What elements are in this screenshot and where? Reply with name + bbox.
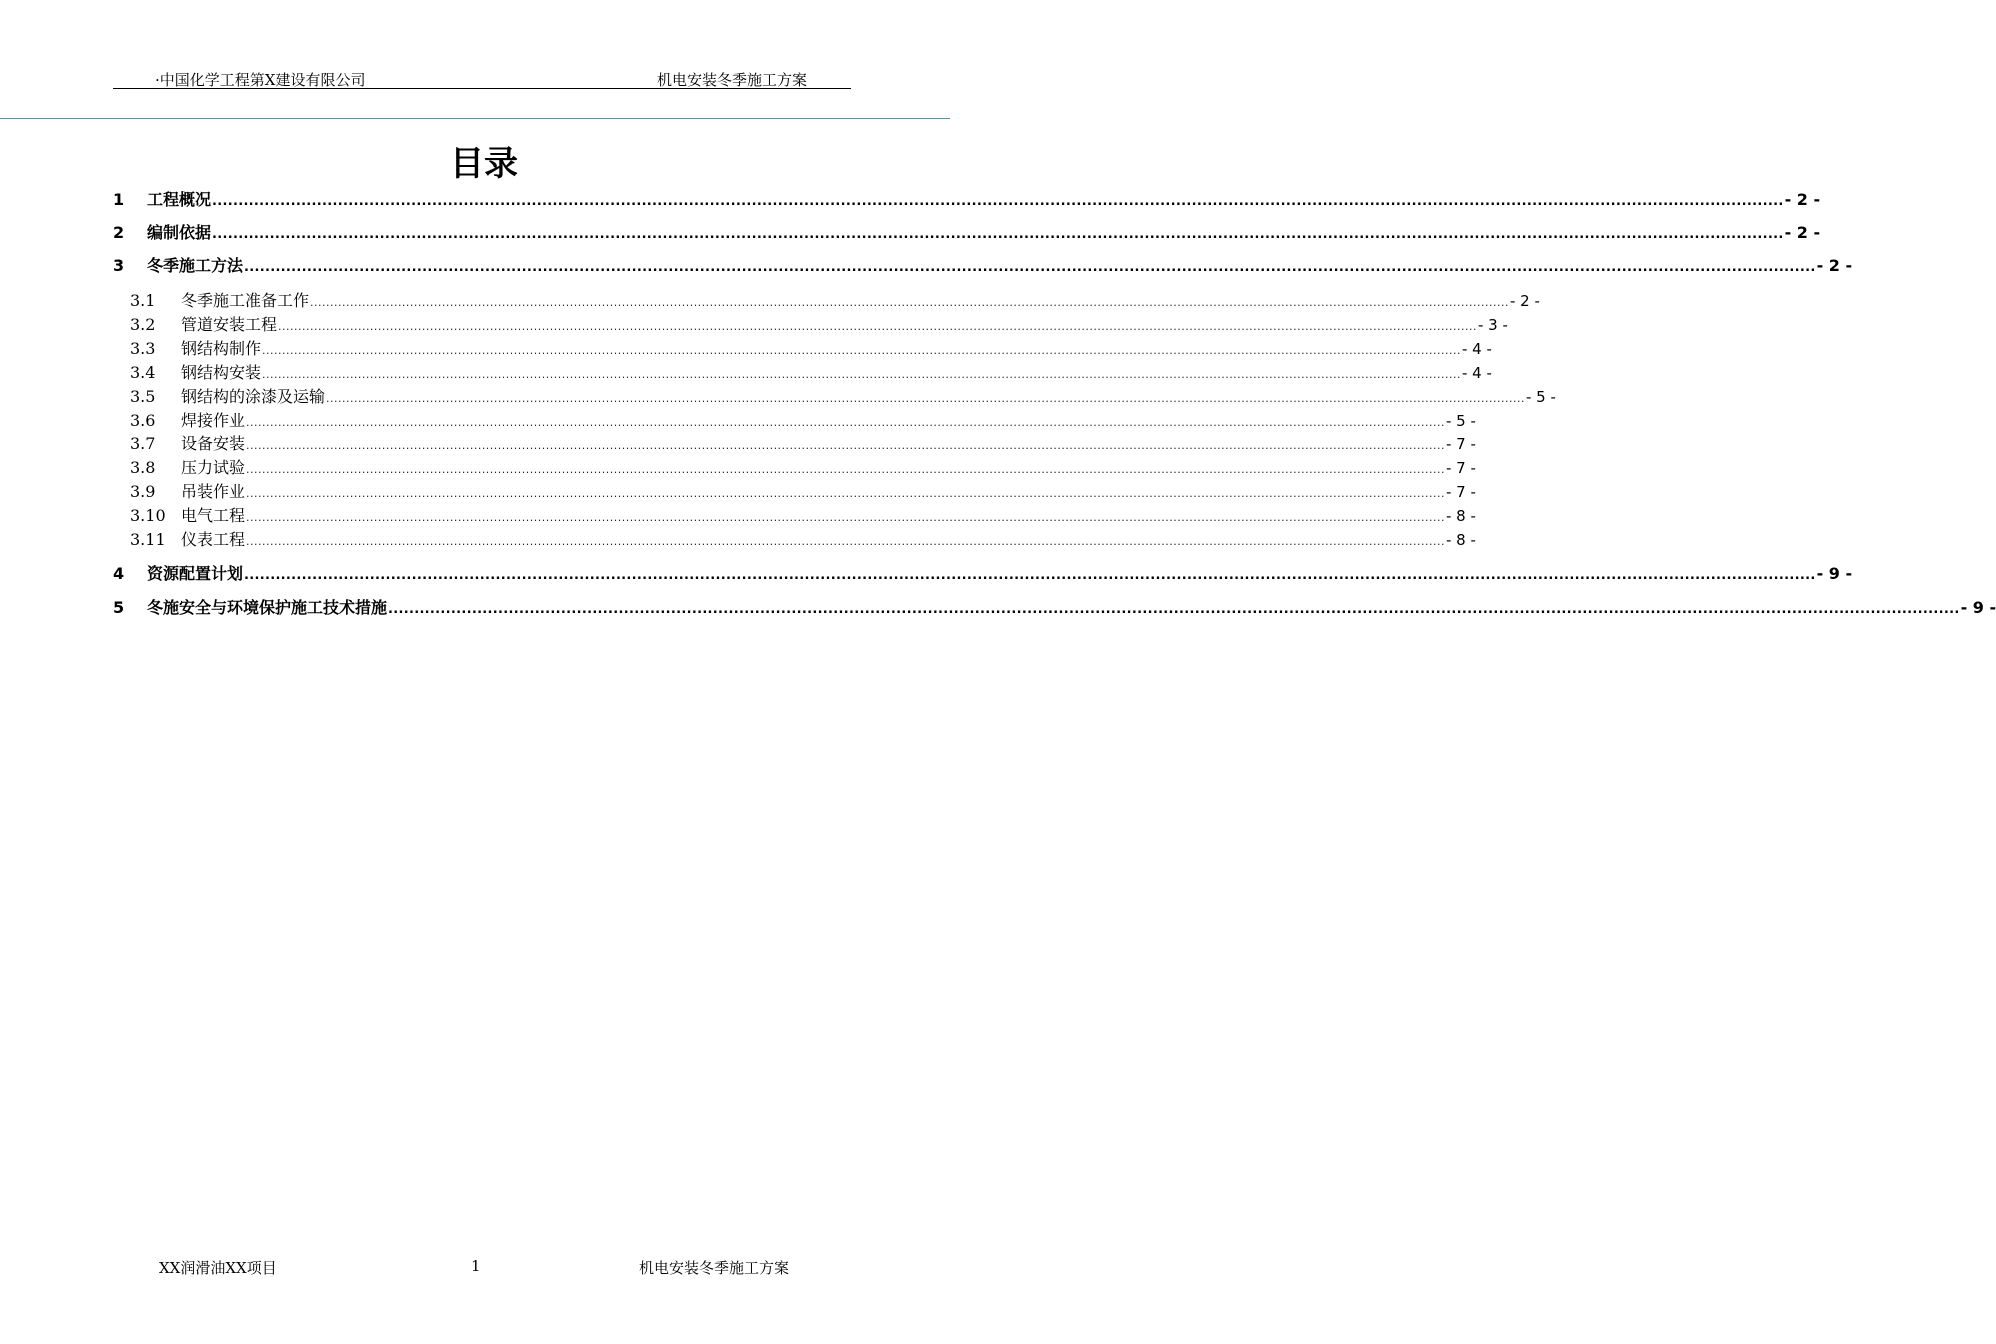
toc-entry-page: - 3 - xyxy=(1478,316,1508,334)
toc-entry-number: 1 xyxy=(113,190,125,209)
toc-entry[interactable] xyxy=(113,479,1476,501)
toc-entry-title[interactable]: 焊接作业 xyxy=(181,411,246,430)
toc-entry-page: - 4 - xyxy=(1462,364,1492,382)
toc-entry-title[interactable]: 仪表工程 xyxy=(181,530,246,549)
toc-entry-number: 3.3 xyxy=(130,339,156,358)
toc-entry-page: - 4 - xyxy=(1462,340,1492,358)
toc-entry-page: - 9 - xyxy=(1960,598,1996,617)
toc-entry-number: 4 xyxy=(113,564,125,583)
toc-entry[interactable] xyxy=(113,384,1556,406)
toc-entry-title[interactable]: 工程概况 xyxy=(147,190,212,209)
toc-dot-leader: ............................................................................................................................................................................................................................................................................................................ xyxy=(326,392,1525,405)
toc-entry-number: 3.7 xyxy=(130,434,156,453)
toc-entry-page: - 7 - xyxy=(1446,483,1476,501)
toc-dot-leader: ............................................................................................................................................................................................................................................................................................................ xyxy=(262,368,1461,381)
toc-entry[interactable] xyxy=(113,253,1853,275)
toc-entry-title[interactable]: 吊装作业 xyxy=(181,482,246,501)
toc-entry[interactable] xyxy=(113,561,1853,583)
toc-dot-leader: ............................................................................................................................................................................................................................................................................................................ xyxy=(246,487,1445,500)
toc-entry-page: - 9 - xyxy=(1816,564,1853,583)
toc-entry-title[interactable]: 管道安装工程 xyxy=(181,315,278,334)
toc-entry-page: - 7 - xyxy=(1446,435,1476,453)
toc-entry[interactable] xyxy=(113,336,1492,358)
toc-entry-page: - 2 - xyxy=(1784,190,1821,209)
toc-entry-title[interactable]: 冬季施工准备工作 xyxy=(181,291,310,310)
toc-entry-number: 3.10 xyxy=(130,506,166,525)
toc-entry-page: - 2 - xyxy=(1510,292,1540,310)
toc-dot-leader: ............................................................................................................................................................................................................................................................................................................ xyxy=(388,602,1960,617)
toc-entry-page: - 5 - xyxy=(1526,388,1556,406)
toc-entry-title[interactable]: 冬施安全与环境保护施工技术措施 xyxy=(147,598,388,617)
header-doc-title: 机电安装冬季施工方案 xyxy=(656,71,807,89)
toc-entry-page: - 2 - xyxy=(1784,223,1821,242)
toc-title: 目录 xyxy=(450,144,518,184)
header-divider xyxy=(0,118,950,119)
toc-dot-leader: ............................................................................................................................................................................................................................................................................................................ xyxy=(246,416,1445,429)
toc-entry-page: - 5 - xyxy=(1446,412,1476,430)
toc-entry-title[interactable]: 钢结构的涂漆及运输 xyxy=(181,387,326,406)
toc-entry[interactable] xyxy=(113,220,1821,242)
toc-entry[interactable] xyxy=(113,187,1821,209)
toc-entry[interactable] xyxy=(113,312,1508,334)
toc-dot-leader: ............................................................................................................................................................................................................................................................................................................ xyxy=(262,344,1461,357)
footer-page-number: 1 xyxy=(471,1257,481,1275)
toc-entry-number: 3.2 xyxy=(130,315,156,334)
toc-dot-leader: ............................................................................................................................................................................................................................................................................................................ xyxy=(212,194,1784,209)
toc-entry-page: - 8 - xyxy=(1446,507,1476,525)
toc-entry-title[interactable]: 钢结构制作 xyxy=(181,339,262,358)
toc-entry-title[interactable]: 电气工程 xyxy=(181,506,246,525)
toc-entry-title[interactable]: 资源配置计划 xyxy=(147,564,244,583)
footer-doc-title: 机电安装冬季施工方案 xyxy=(639,1259,790,1277)
toc-entry[interactable] xyxy=(113,455,1476,477)
toc-dot-leader: ............................................................................................................................................................................................................................................................................................................ xyxy=(244,568,1816,583)
toc-entry[interactable] xyxy=(113,288,1540,310)
page-header xyxy=(113,66,851,89)
toc-entry-number: 5 xyxy=(113,598,125,617)
toc-entry-number: 3.9 xyxy=(130,482,156,501)
toc-entry-number: 3.8 xyxy=(130,458,156,477)
toc-dot-leader: ............................................................................................................................................................................................................................................................................................................ xyxy=(212,227,1784,242)
toc-entry-number: 3.1 xyxy=(130,291,156,310)
toc-entry-title[interactable]: 设备安装 xyxy=(181,434,246,453)
toc-entry[interactable] xyxy=(113,595,1996,617)
toc-entry[interactable] xyxy=(113,503,1476,525)
toc-dot-leader: ............................................................................................................................................................................................................................................................................................................ xyxy=(246,535,1445,548)
toc-entry-title[interactable]: 钢结构安装 xyxy=(181,363,262,382)
toc-entry-number: 3 xyxy=(113,256,125,275)
toc-entry-number: 3.4 xyxy=(130,363,156,382)
toc-entry-page: - 8 - xyxy=(1446,531,1476,549)
toc-entry-title[interactable]: 编制依据 xyxy=(147,223,212,242)
footer-project: XX润滑油XX项目 xyxy=(159,1259,277,1277)
toc-entry-number: 3.6 xyxy=(130,411,156,430)
toc-entry-page: - 7 - xyxy=(1446,459,1476,477)
header-company: ·中国化学工程第X建设有限公司 xyxy=(155,71,366,89)
toc-entry[interactable] xyxy=(113,360,1492,382)
toc-entry-title[interactable]: 压力试验 xyxy=(181,458,246,477)
toc-dot-leader: ............................................................................................................................................................................................................................................................................................................ xyxy=(278,320,1477,333)
toc-entry-page: - 2 - xyxy=(1816,256,1853,275)
toc-entry[interactable] xyxy=(113,431,1476,453)
toc-dot-leader: ............................................................................................................................................................................................................................................................................................................ xyxy=(246,511,1445,524)
toc-entry-number: 3.11 xyxy=(130,530,166,549)
toc-dot-leader: ............................................................................................................................................................................................................................................................................................................ xyxy=(244,260,1816,275)
toc-entry[interactable] xyxy=(113,408,1476,430)
toc-entry[interactable] xyxy=(113,527,1476,549)
toc-dot-leader: ............................................................................................................................................................................................................................................................................................................ xyxy=(246,439,1445,452)
toc-dot-leader: ............................................................................................................................................................................................................................................................................................................ xyxy=(310,296,1509,309)
toc-dot-leader: ............................................................................................................................................................................................................................................................................................................ xyxy=(246,463,1445,476)
toc-entry-title[interactable]: 冬季施工方法 xyxy=(147,256,244,275)
toc-entry-number: 2 xyxy=(113,223,125,242)
toc-entry-number: 3.5 xyxy=(130,387,156,406)
